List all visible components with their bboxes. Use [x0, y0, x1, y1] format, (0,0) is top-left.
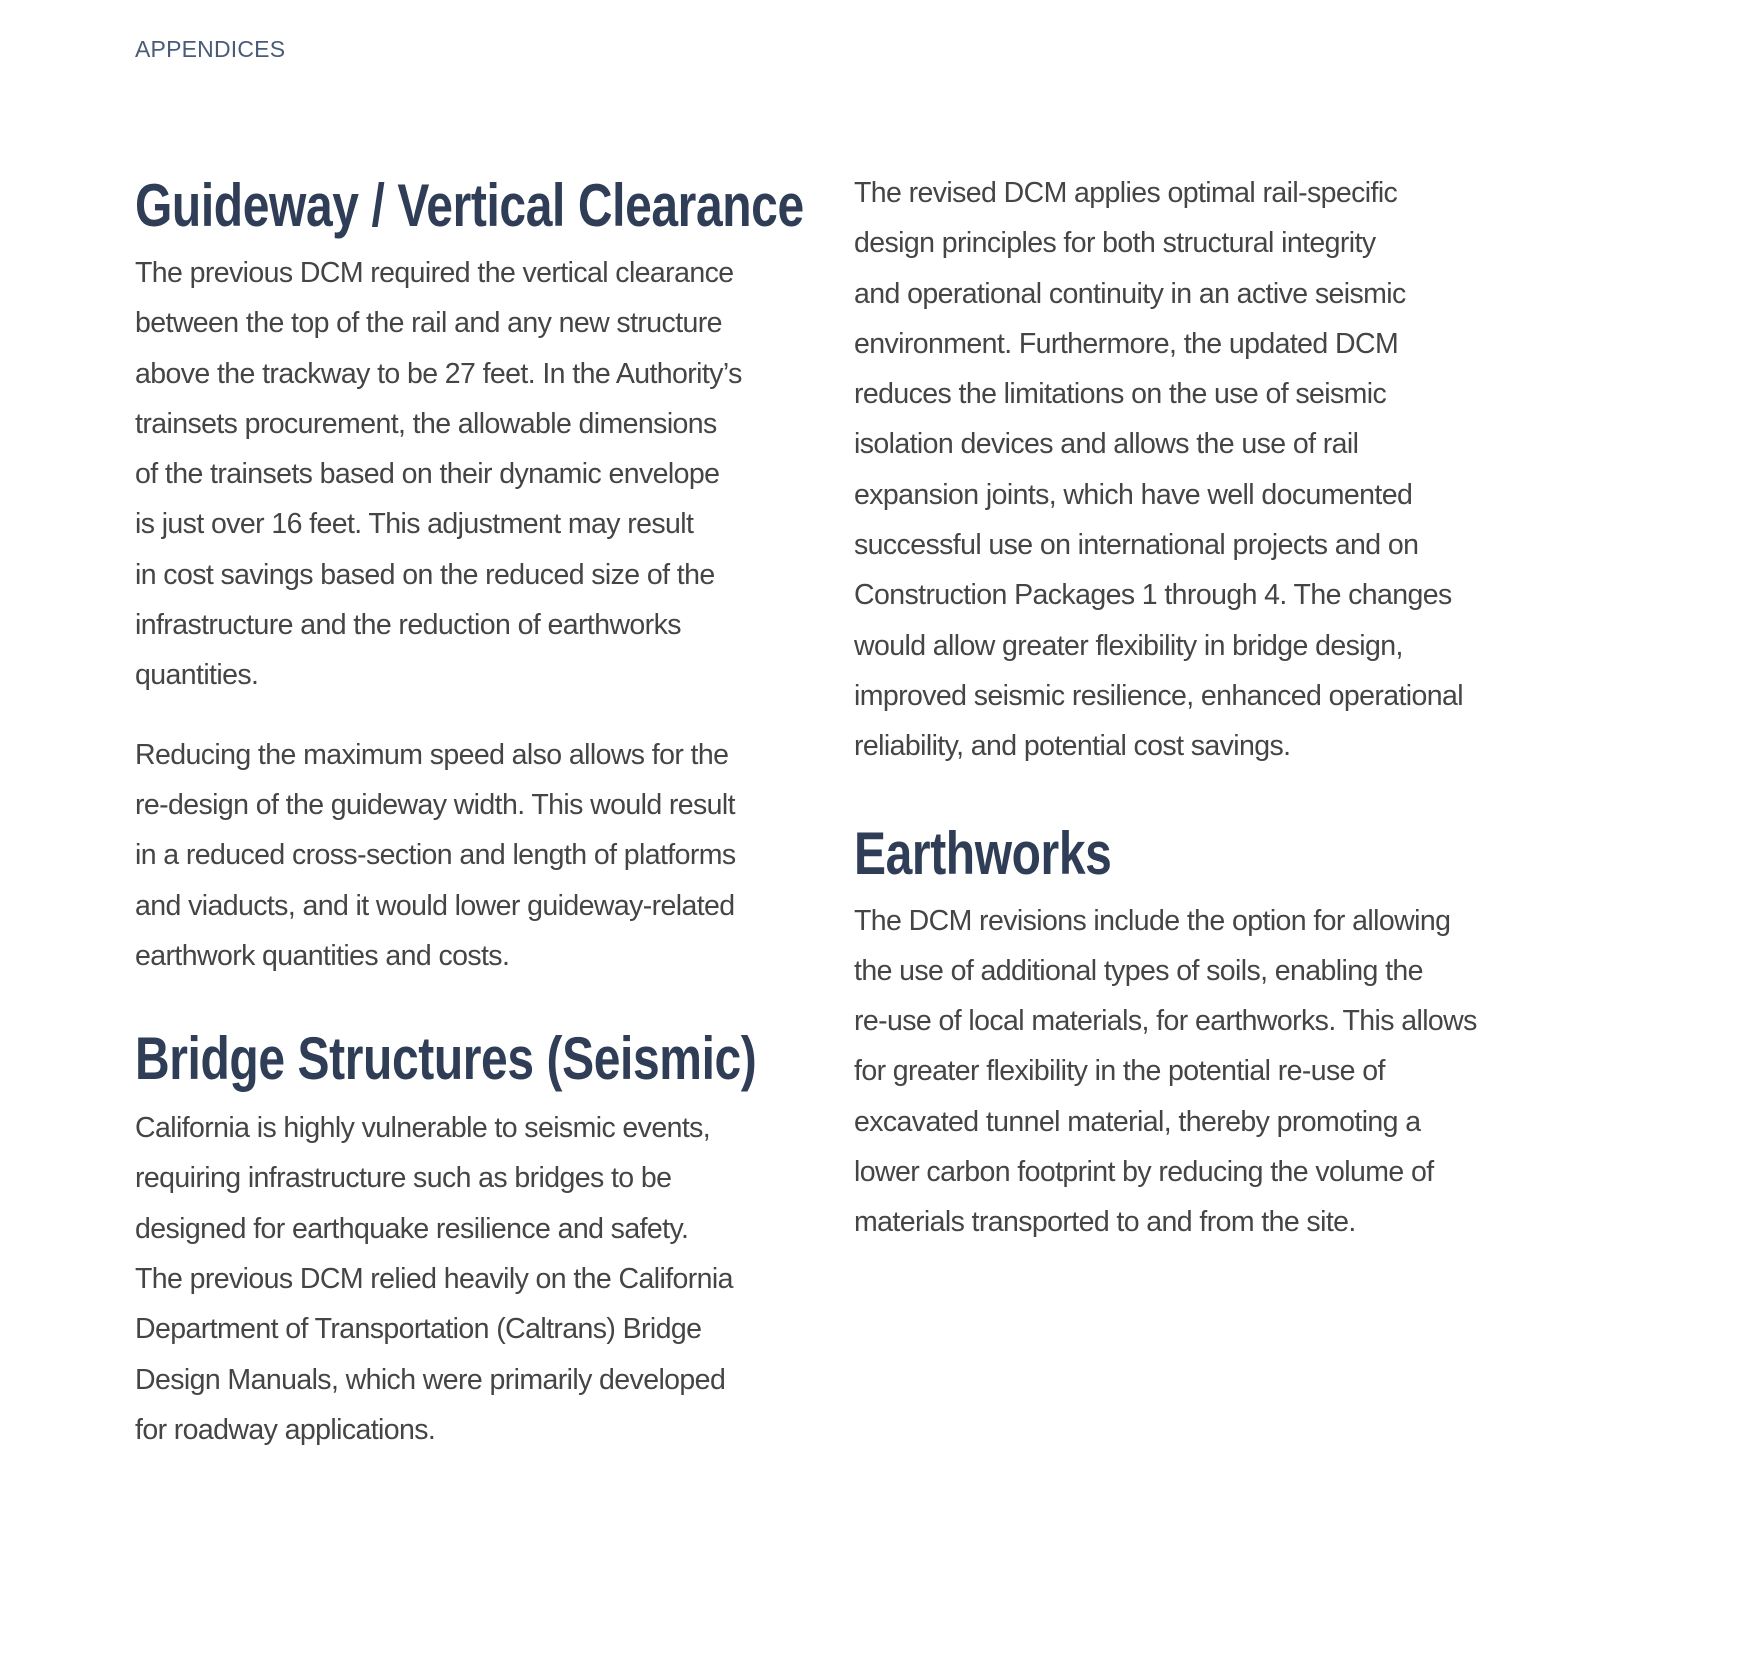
running-head: APPENDICES — [135, 36, 286, 62]
text-line: in cost savings based on the reduced size of the — [135, 558, 715, 591]
text-line: is just over 16 feet. This adjustment may result — [135, 508, 694, 541]
text-line: for roadway applications. — [135, 1413, 436, 1446]
text-line: The revised DCM applies optimal rail-specific — [854, 177, 1398, 209]
text-line: designed for earthquake resilience and safety. — [135, 1212, 689, 1245]
text-line: Design Manuals, which were primarily developed — [135, 1363, 726, 1396]
text-line: between the top of the rail and any new structure — [135, 307, 722, 340]
left-column — [135, 168, 815, 1455]
text-line: lower carbon footprint by reducing the volume of — [854, 1156, 1434, 1189]
text-line: The DCM revisions include the option for allowing — [854, 904, 1451, 937]
text-line: re-use of local materials, for earthworks. This allows — [854, 1005, 1477, 1038]
text-line: and operational continuity in an active seismic — [854, 277, 1406, 310]
paragraph-earthworks-1 — [854, 896, 1544, 1248]
text-line: excavated tunnel material, thereby promoting a — [854, 1105, 1421, 1138]
text-line: the use of additional types of soils, enabling the — [854, 954, 1423, 987]
paragraph-guideway-2 — [135, 730, 815, 981]
text-line: trainsets procurement, the allowable dimensions — [135, 407, 717, 440]
right-column — [854, 168, 1544, 1248]
paragraph-guideway-1 — [135, 248, 815, 701]
text-line: earthwork quantities and costs. — [135, 939, 510, 972]
section-heading-guideway: Guideway / Vertical Clearance — [135, 172, 804, 239]
text-line: of the trainsets based on their dynamic envelope — [135, 458, 720, 491]
text-line: requiring infrastructure such as bridges to be — [135, 1162, 672, 1195]
text-line: The previous DCM required the vertical clearance — [135, 257, 734, 289]
text-line: The previous DCM relied heavily on the California — [135, 1263, 733, 1296]
text-line: California is highly vulnerable to seismic events, — [135, 1112, 711, 1145]
text-line: improved seismic resilience, enhanced operational — [854, 679, 1464, 712]
text-line: Department of Transportation (Caltrans) Bridge — [135, 1313, 702, 1346]
text-line: isolation devices and allows the use of rail — [854, 428, 1359, 461]
text-line: expansion joints, which have well documented — [854, 478, 1413, 511]
text-line: re-design of the guideway width. This would result — [135, 788, 735, 821]
text-line: Construction Packages 1 through 4. The changes — [854, 579, 1452, 612]
paragraph-bridge-1 — [135, 1103, 815, 1455]
text-line: and viaducts, and it would lower guideway-related — [135, 889, 735, 922]
text-line: materials transported to and from the site. — [854, 1206, 1356, 1239]
text-line: environment. Furthermore, the updated DCM — [854, 327, 1399, 360]
paragraph-bridge-continuation — [854, 168, 1544, 772]
text-line: quantities. — [135, 659, 259, 692]
text-line: above the trackway to be 27 feet. In the Authority’s — [135, 357, 742, 390]
text-line: successful use on international projects and on — [854, 529, 1419, 562]
text-line: reduces the limitations on the use of seismic — [854, 378, 1387, 411]
text-line: for greater flexibility in the potential re-use of — [854, 1055, 1385, 1088]
section-heading-bridge-structures: Bridge Structures (Seismic) — [135, 1025, 757, 1093]
text-line: in a reduced cross-section and length of platforms — [135, 839, 736, 872]
text-line: infrastructure and the reduction of earthworks — [135, 609, 681, 642]
text-line: design principles for both structural integrity — [854, 227, 1376, 260]
text-line: reliability, and potential cost savings. — [854, 730, 1291, 763]
section-heading-earthworks: Earthworks — [854, 819, 1112, 887]
text-line: Reducing the maximum speed also allows for the — [135, 738, 729, 771]
text-line: would allow greater flexibility in bridge design, — [854, 629, 1403, 662]
